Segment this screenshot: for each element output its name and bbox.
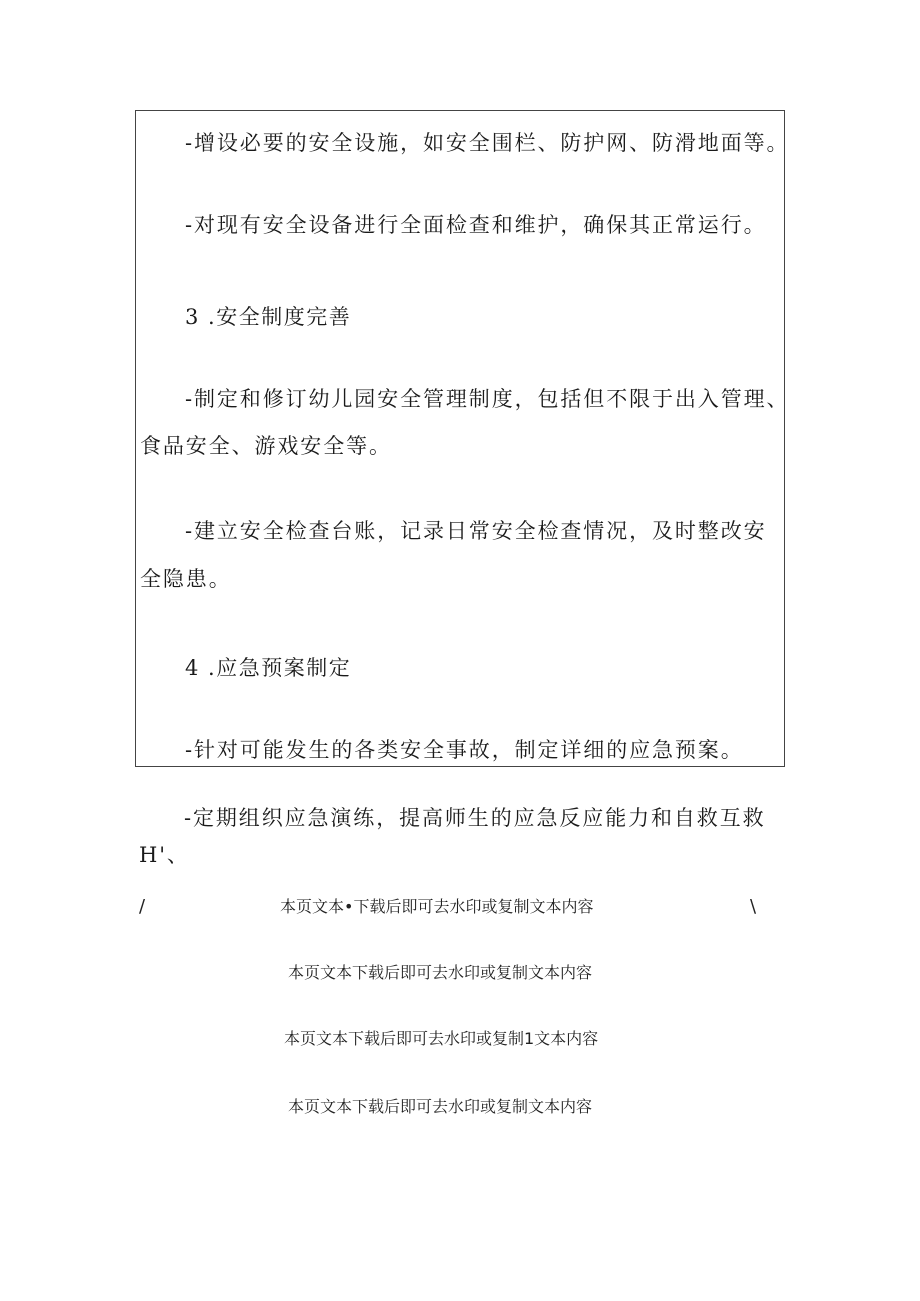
bullet-equipment-inspection: -对现有安全设备进行全面检查和维护，确保其正常运行。 bbox=[185, 213, 767, 237]
bullet-management-system-cont: 食品安全、游戏安全等。 bbox=[140, 434, 392, 458]
content-box bbox=[135, 110, 790, 767]
section-heading-safety-system: 3 .安全制度完善 bbox=[185, 305, 352, 329]
bullet-management-system: -制定和修订幼儿园安全管理制度，包括但不限于出入管理、 bbox=[185, 387, 790, 411]
bullet-safety-facilities: -增设必要的安全设施，如安全围栏、防护网、防滑地面等。 bbox=[185, 131, 790, 155]
bullet-emergency-drill-cont: H'、 bbox=[139, 843, 190, 867]
watermark-line-3: 本页文本下载后即可去水印或复制1文本内容 bbox=[284, 1029, 599, 1048]
watermark-right-slash: \ bbox=[750, 896, 757, 917]
watermark-left-slash: / bbox=[139, 896, 146, 917]
section-heading-emergency-plan: 4 .应急预案制定 bbox=[185, 656, 352, 680]
watermark-line-1: 本页文本•下载后即可去水印或复制文本内容 bbox=[280, 897, 594, 916]
bullet-emergency-drill: -定期组织应急演练，提高师生的应急反应能力和自救互救 bbox=[184, 806, 766, 830]
bullet-inspection-ledger-cont: 全隐患。 bbox=[140, 567, 232, 591]
bullet-emergency-plan: -针对可能发生的各类安全事故，制定详细的应急预案。 bbox=[185, 738, 744, 762]
watermark-line-2: 本页文本下载后即可去水印或复制文本内容 bbox=[288, 963, 593, 982]
bullet-inspection-ledger: -建立安全检查台账，记录日常安全检查情况，及时整改安 bbox=[185, 519, 767, 543]
watermark-line-4: 本页文本下载后即可去水印或复制文本内容 bbox=[288, 1097, 593, 1116]
